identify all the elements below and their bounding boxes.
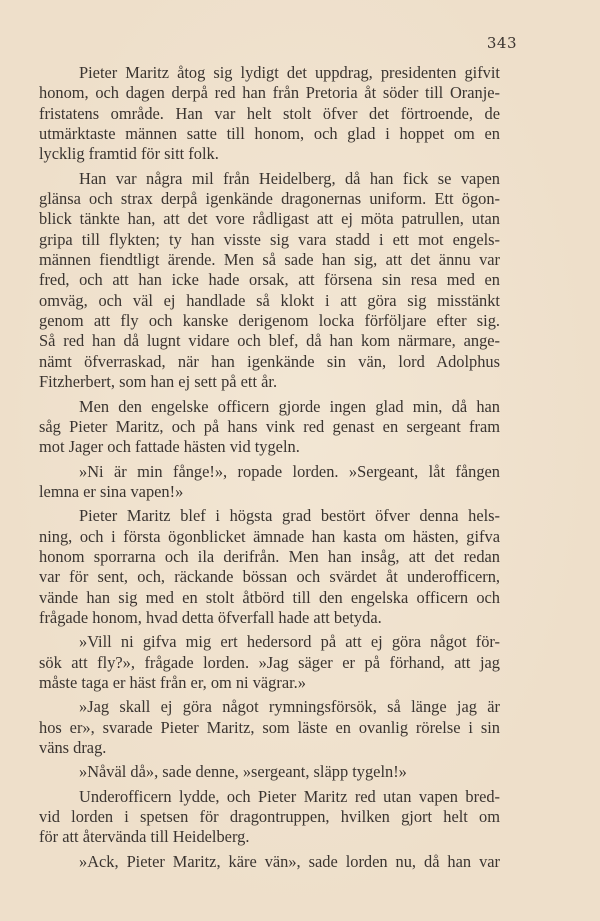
text-line: vände han sig med en stolt åtbörd till den engelska officern och [39,587,500,607]
paragraph [39,462,500,503]
paragraph [39,506,500,628]
text-line: »Ack, Pieter Maritz, käre vän», sade lorden nu, då han var [79,851,500,871]
text-line: gripa till flykten; ty han visste sig vara stadd i ett mot engels- [39,229,500,249]
text-line: sök att fly?», frågade lorden. »Jag säger er på förhand, att jag [39,652,500,672]
text-line: Men den engelske officern gjorde ingen glad min, då han [79,396,500,416]
text-line: »Vill ni gifva mig ert hedersord på att ej göra något för- [79,632,500,652]
text-line: utmärktaste männen satte till honom, och glad i hoppet om en [39,124,500,144]
text-line: fred, och att han icke hade orsak, att försena sin resa med en [39,270,500,290]
text-line: Fitzherbert, som han ej sett på ett år. [39,372,278,392]
paragraph [39,762,500,782]
page-number: 343 [486,34,517,52]
text-line: »Jag skall ej göra något rymningsförsök, så länge jag är [79,697,500,717]
paragraph [39,169,500,393]
text-line: vid lorden i spetsen för dragontruppen, hvilken gjort helt om [39,807,500,827]
paragraph [39,63,500,165]
text-line: Pieter Maritz blef i högsta grad bestört öfver denna hels- [79,506,500,526]
text-line: blick tänkte han, att det vore rådligast att ej möta patrullen, utan [39,209,500,229]
paragraph [39,697,500,758]
text-line: genom att fly och kanske derigenom locka förföljare efter sig. [39,311,500,331]
text-line: såg Pieter Maritz, och på hans vink red genast en sergeant fram [39,416,500,436]
text-line: »Nåväl då», sade denne, »sergeant, släpp tygeln!» [79,762,407,782]
paragraph [39,632,500,693]
text-line: var för sent, och, räckande bössan och svärdet åt underofficern, [39,567,500,587]
text-line: fristatens område. Han var helt stolt öfver det förtroende, de [39,103,500,123]
text-line: måste taga er häst från er, om ni vägrar.» [39,672,306,692]
paragraph [39,787,500,848]
text-line: Underofficern lydde, och Pieter Maritz red utan vapen bred- [79,786,500,806]
text-line: hos er», svarade Pieter Maritz, som läste en ovanlig rörelse i sin [39,717,500,737]
text-line: nämt öfverraskad, när han igenkände sin vän, lord Adolphus [39,351,500,371]
text-line: honom, och dagen derpå red han från Pretoria åt söder till Oranje- [39,83,500,103]
text-line: omväg, och väl ej handlade så klokt i att göra sig misstänkt [39,290,500,310]
text-line: männen fiendtligt ärende. Men så sade han sig, att det ännu var [39,250,500,270]
text-line: mot Jager och fattade hästen vid tygeln. [39,437,300,457]
text-line: ning, och i första ögonblicket ämnade han kasta om hästen, gifva [39,526,500,546]
text-line: lemna er sina vapen!» [39,481,184,501]
body-text [39,63,500,876]
text-line: Han var några mil från Heidelberg, då han fick se vapen [79,168,500,188]
paragraph [39,852,500,872]
text-line: för att återvända till Heidelberg. [39,827,250,847]
text-line: Pieter Maritz åtog sig lydigt det uppdrag, presidenten gifvit [79,63,500,82]
text-line: »Ni är min fånge!», ropade lorden. »Sergeant, låt fången [79,461,500,481]
text-line: lycklig framtid för sitt folk. [39,144,219,164]
text-line: frågade honom, hvad detta öfverfall hade att betyda. [39,607,382,627]
text-line: glänsa och strax derpå igenkände dragonernas uniform. Ett ögon- [39,189,500,209]
paragraph [39,397,500,458]
text-line: Så red han då lugnt vidare och blef, då han kom närmare, ange- [39,331,500,351]
text-line: honom sporrarna och ila derifrån. Men han insåg, att det redan [39,546,500,566]
text-line: väns drag. [39,738,107,757]
